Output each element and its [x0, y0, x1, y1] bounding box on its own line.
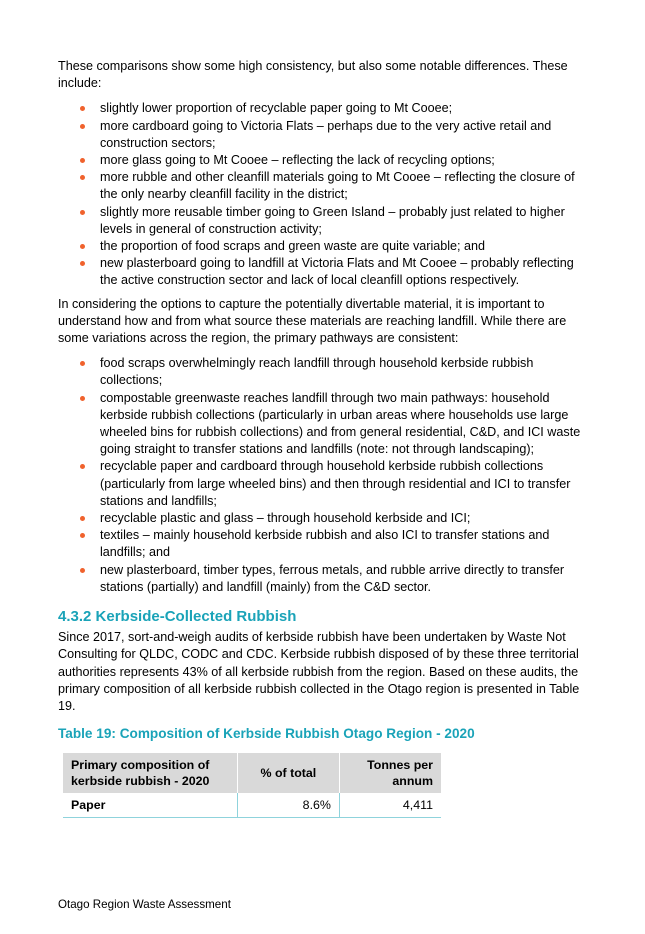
bullet-icon	[80, 124, 85, 129]
list-item	[58, 458, 588, 510]
bullet-icon	[80, 516, 85, 521]
list-item-text: textiles – mainly household kerbside rubbish and also ICI to transfer stations and landfills; and	[100, 528, 550, 560]
bullet-icon	[80, 210, 85, 215]
list-item-text: slightly more reusable timber going to Green Island – probably just related to higher levels in general of construction activity;	[100, 204, 565, 236]
list-item-text: more glass going to Mt Cooee – reflecting the lack of recycling options;	[100, 153, 495, 168]
intro-paragraph: These comparisons show some high consistency, but also some notable differences. These include:	[58, 59, 568, 91]
list-item-text: recyclable paper and cardboard through household kerbside rubbish collections (particularly from large wheeled bins) and then through residential and ICI to transfer stations and landfills;	[100, 459, 571, 508]
composition-table	[63, 753, 441, 818]
page-content	[58, 58, 588, 818]
bullet-icon	[80, 464, 85, 469]
list-item-text: compostable greenwaste reaches landfill through two main pathways: household kerbside rubbish collections (particularly in urban areas where households use large wheeled bins for rubbish collections) and from general residential, C&D, and ICI waste going straight to transfer stations and landfills (note: not through landscaping);	[100, 390, 581, 457]
bullet-icon	[80, 106, 85, 111]
list-item	[58, 204, 588, 238]
list-item-text: more rubble and other cleanfill materials going to Mt Cooee – reflecting the closure of the only nearby cleanfill facility in the district;	[100, 170, 575, 202]
list-item	[58, 562, 588, 596]
list-item-text: food scraps overwhelmingly reach landfill through household kerbside rubbish collections;	[100, 356, 534, 388]
list-item	[58, 118, 588, 152]
list-item	[58, 238, 588, 255]
list-item-text: more cardboard going to Victoria Flats – perhaps due to the very active retail and construction sectors;	[100, 118, 552, 150]
bullet-icon	[80, 533, 85, 538]
list-item-text: new plasterboard, timber types, ferrous metals, and rubble arrive directly to transfer stations (partially) and landfill (mainly) from the C&D sector.	[100, 562, 565, 594]
bullet-icon	[80, 568, 85, 573]
table-caption: Table 19: Composition of Kerbside Rubbish Otago Region - 2020	[58, 726, 475, 742]
differences-list	[58, 100, 588, 289]
bullet-icon	[80, 261, 85, 266]
list-item	[58, 169, 588, 203]
list-item-text: new plasterboard going to landfill at Victoria Flats and Mt Cooee – probably reflecting the active construction sector and lack of local cleanfill options respectively.	[100, 256, 574, 288]
cell-percent: 8.6%	[237, 793, 339, 818]
list-item-text: slightly lower proportion of recyclable paper going to Mt Cooee;	[100, 101, 453, 116]
section-heading: 4.3.2 Kerbside-Collected Rubbish	[58, 608, 297, 626]
cell-tonnes: 4,411	[339, 793, 441, 818]
bullet-icon	[80, 361, 85, 366]
header-tonnes: Tonnes per annum	[339, 753, 441, 793]
header-composition: Primary composition of kerbside rubbish - 2020	[63, 753, 237, 793]
list-item-text: recyclable plastic and glass – through household kerbside and ICI;	[100, 511, 471, 526]
bullet-icon	[80, 158, 85, 163]
bullet-icon	[80, 396, 85, 401]
cell-material: Paper	[63, 793, 237, 818]
list-item	[58, 527, 588, 561]
list-item	[58, 510, 588, 527]
header-percent: % of total	[237, 753, 339, 793]
table-header-row	[63, 753, 441, 793]
list-item-text: the proportion of food scraps and green waste are quite variable; and	[100, 239, 486, 254]
bullet-icon	[80, 244, 85, 249]
pathways-list	[58, 355, 588, 596]
list-item	[58, 100, 588, 117]
list-item	[58, 152, 588, 169]
list-item	[58, 255, 588, 289]
bullet-icon	[80, 175, 85, 180]
list-item	[58, 390, 588, 459]
section-body: Since 2017, sort-and-weigh audits of kerbside rubbish have been undertaken by Waste Not Consulting for QLDC, CODC and CDC. Kerbside rubbish disposed of by these three territorial authorities represents 43% of all kerbside rubbish from the region. Based on these audits, the primary composition of all kerbside rubbish collected in the Otago region is presented in Table 19.	[58, 630, 580, 713]
table-row	[63, 793, 441, 818]
pathways-paragraph: In considering the options to capture the potentially divertable material, it is important to understand how and from what source these materials are reaching landfill. While there are some variations across the region, the primary pathways are consistent:	[58, 296, 567, 346]
list-item	[58, 355, 588, 389]
page-footer: Otago Region Waste Assessment	[58, 898, 231, 911]
